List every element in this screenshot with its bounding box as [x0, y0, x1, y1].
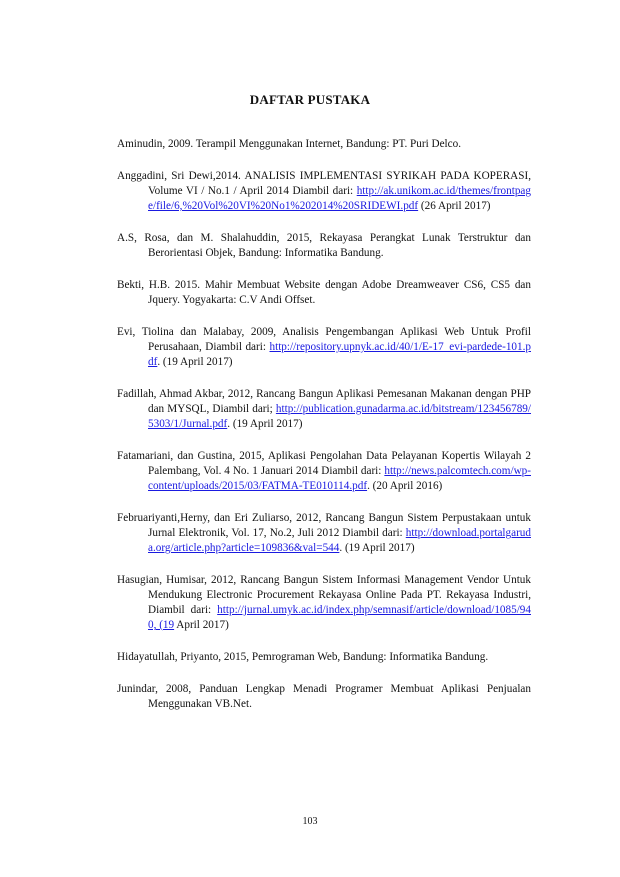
- reference-text: Junindar, 2008, Panduan Lengkap Menadi Programer Membuat Aplikasi Penjualan Menggunakan VB.Net.: [117, 683, 531, 710]
- reference-item: [117, 449, 531, 494]
- reference-text: Bekti, H.B. 2015. Mahir Membuat Website dengan Adobe Dreamweaver CS6, CS5 dan Jquery. Yogyakarta: C.V Andi Offset.: [117, 279, 531, 306]
- reference-item: [117, 650, 531, 665]
- reference-access-date: . (19 April 2017): [227, 418, 303, 430]
- page-number: 103: [302, 816, 318, 827]
- reference-item: [117, 137, 531, 152]
- reference-link[interactable]: http://news.palcomtech.com/wp-content/uploads/2015/03/FATMA-TE010114.pdf: [148, 465, 531, 492]
- reference-item: [117, 387, 531, 432]
- reference-link[interactable]: http://repository.upnyk.ac.id/40/1/E-17_evi-pardede-101.pdf: [148, 341, 531, 368]
- reference-item: [117, 278, 531, 308]
- reference-text: Aminudin, 2009. Terampil Menggunakan Internet, Bandung: PT. Puri Delco.: [117, 138, 462, 150]
- reference-item: [117, 573, 531, 633]
- reference-text: A.S, Rosa, dan M. Shalahuddin, 2015, Rekayasa Perangkat Lunak Terstruktur dan Berorientasi Objek, Bandung: Informatika Bandung.: [117, 232, 531, 259]
- reference-link[interactable]: http://publication.gunadarma.ac.id/bitstream/123456789/5303/1/Jurnal.pdf: [148, 403, 531, 430]
- reference-text: Hasugian, Humisar, 2012, Rancang Bangun Sistem Informasi Management Vendor Untuk Mendukung Electronic Procurement Rekayasa Online Pada PT. Rekayasa Industri, Diambil dari:: [117, 574, 531, 616]
- reference-access-date: . (19 April 2017): [157, 356, 233, 368]
- reference-link[interactable]: http://jurnal.umyk.ac.id/index.php/semnasif/article/download/1085/940, (19: [148, 604, 531, 631]
- reference-item: [117, 325, 531, 370]
- reference-item: [117, 511, 531, 556]
- reference-text: Evi, Tiolina dan Malabay, 2009, Analisis Pengembangan Aplikasi Web Untuk Profil Perusahaan, Diambil dari:: [117, 326, 531, 353]
- reference-item: [117, 231, 531, 261]
- reference-text: Fatamariani, dan Gustina, 2015, Aplikasi Pengolahan Data Pelayanan Kopertis Wilayah 2 Palembang, Vol. 4 No. 1 Januari 2014 Diambil dari:: [117, 450, 531, 477]
- reference-link[interactable]: http://ak.unikom.ac.id/themes/frontpage/file/6,%20Vol%20VI%20No1%202014%20SRIDEWI.pdf: [148, 185, 531, 212]
- reference-access-date: April 2017): [174, 619, 229, 631]
- reference-access-date: (26 April 2017): [418, 200, 491, 212]
- reference-text: Hidayatullah, Priyanto, 2015, Pemrograman Web, Bandung: Informatika Bandung.: [117, 651, 489, 663]
- reference-text: Fadillah, Ahmad Akbar, 2012, Rancang Bangun Aplikasi Pemesanan Makanan dengan PHP dan MYSQL, Diambil dari;: [117, 388, 531, 415]
- reference-link[interactable]: http://download.portalgaruda.org/article.php?article=109836&val=544: [148, 527, 531, 554]
- page-title: DAFTAR PUSTAKA: [249, 92, 371, 107]
- reference-access-date: . (20 April 2016): [367, 480, 443, 492]
- reference-list: [117, 137, 531, 729]
- reference-access-date: . (19 April 2017): [339, 542, 415, 554]
- reference-item: [117, 169, 531, 214]
- reference-text: Anggadini, Sri Dewi,2014. ANALISIS IMPLEMENTASI SYRIKAH PADA KOPERASI, Volume VI / No.1 / April 2014 Diambil dari:: [117, 170, 531, 197]
- reference-item: [117, 682, 531, 712]
- reference-text: Februariyanti,Herny, dan Eri Zuliarso, 2012, Rancang Bangun Sistem Perpustakaan untuk Jurnal Elektronik, Vol. 17, No.2, Juli 2012 Diambil dari:: [117, 512, 531, 539]
